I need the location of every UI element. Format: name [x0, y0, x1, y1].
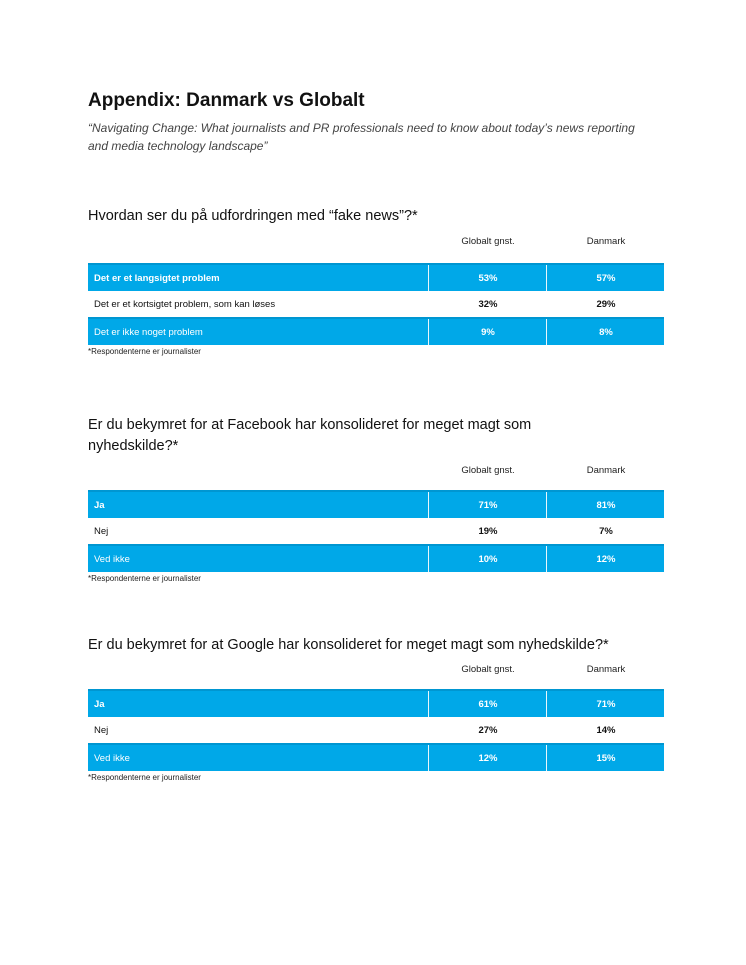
table-header — [88, 662, 664, 680]
value-denmark: 71% — [596, 699, 616, 710]
value-denmark: 12% — [596, 554, 616, 565]
row-label: Nej — [94, 725, 109, 736]
value-denmark: 8% — [599, 327, 613, 338]
column-header-global: Globalt gnst. — [461, 465, 515, 476]
row-label: Det er ikke noget problem — [94, 327, 203, 338]
value-denmark: 57% — [596, 273, 616, 284]
value-denmark: 81% — [596, 500, 616, 511]
row-label: Det er et kortsigtet problem, som kan løses — [94, 299, 276, 310]
table-row — [88, 518, 664, 544]
footnote: *Respondenterne er journalister — [88, 773, 201, 782]
column-header-global: Globalt gnst. — [461, 664, 515, 675]
row-label: Det er et langsigtet problem — [94, 273, 220, 284]
value-global: 19% — [478, 526, 498, 537]
table-row — [88, 717, 664, 743]
page-title: Appendix: Danmark vs Globalt — [88, 90, 365, 111]
survey-table-fake-news — [88, 206, 664, 356]
table-row — [88, 689, 664, 717]
value-global: 12% — [478, 753, 498, 764]
survey-table-facebook — [88, 415, 664, 583]
row-label: Ved ikke — [94, 554, 130, 565]
value-global: 27% — [478, 725, 498, 736]
value-global: 9% — [481, 327, 495, 338]
table-row — [88, 743, 664, 771]
row-label: Ja — [94, 699, 105, 710]
table-row — [88, 263, 664, 291]
table-row — [88, 544, 664, 572]
row-label: Ved ikke — [94, 753, 130, 764]
column-header-denmark: Danmark — [586, 465, 626, 476]
table-row — [88, 291, 664, 317]
value-denmark: 7% — [599, 526, 613, 537]
table-row — [88, 317, 664, 345]
footnote: *Respondenterne er journalister — [88, 574, 201, 583]
column-header-global: Globalt gnst. — [461, 236, 515, 247]
value-denmark: 15% — [596, 753, 616, 764]
table-row — [88, 490, 664, 518]
value-global: 10% — [478, 554, 498, 565]
table-header — [88, 463, 664, 481]
question-heading: Er du bekymret for at Google har konsolideret for meget magt som nyhedskilde?* — [88, 637, 609, 653]
value-denmark: 29% — [596, 299, 616, 310]
value-global: 53% — [478, 273, 498, 284]
report-subtitle: “Navigating Change: What journalists and PR professionals need to know about today’s news reporting and media technology landscape” — [88, 121, 635, 153]
question-heading: Hvordan ser du på udfordringen med “fake news”?* — [88, 208, 418, 224]
survey-table-google — [88, 635, 664, 782]
value-global: 61% — [478, 699, 498, 710]
column-header-denmark: Danmark — [586, 236, 626, 247]
row-label: Nej — [94, 526, 109, 537]
column-header-denmark: Danmark — [586, 664, 626, 675]
value-global: 32% — [478, 299, 498, 310]
value-global: 71% — [478, 500, 498, 511]
row-label: Ja — [94, 500, 105, 511]
footnote: *Respondenterne er journalister — [88, 347, 201, 356]
table-header — [88, 234, 664, 252]
value-denmark: 14% — [596, 725, 616, 736]
question-heading: Er du bekymret for at Facebook har konsolideret for meget magt som nyhedskilde?* — [88, 417, 532, 454]
